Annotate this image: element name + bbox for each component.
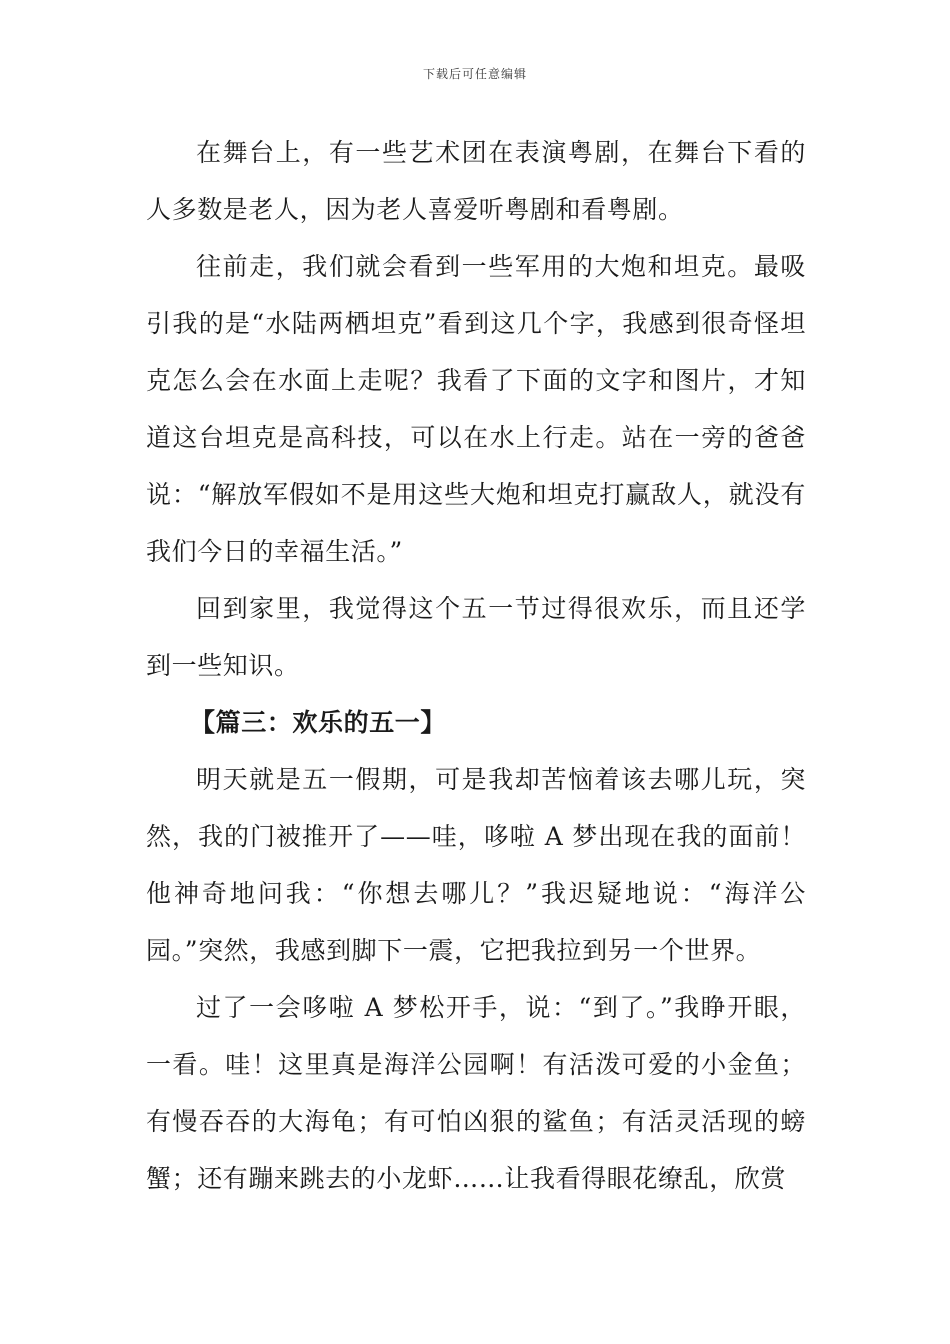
section-heading: 【篇三：欢乐的五一】 [190,708,447,737]
document-body [146,124,806,1207]
paragraph-tanks: 往前走，我们就会看到一些军用的大炮和坦克。最吸引我的是“水陆两栖坦克”看到这几个字，我感到很奇怪坦克怎么会在水面上走呢？我看了下面的文字和图片，才知道这台坦克是高科技，可以在水上行走。站在一旁的爸爸说：“解放军假如不是用这些大炮和坦克打赢敌人，就没有我们今日的幸福生活。” [146,252,806,566]
paragraph-doraemon: 明天就是五一假期，可是我却苦恼着该去哪儿玩，突然，我的门被推开了——哇，哆啦 A 梦出现在我的面前！他神奇地问我：“你想去哪儿？”我迟疑地说：“海洋公园。”突然，我感到脚下一震，它把我拉到另一个世界。 [146,765,806,965]
paragraph-ocean-park: 过了一会哆啦 A 梦松开手，说：“到了。”我睁开眼，一看。哇！这里真是海洋公园啊！有活泼可爱的小金鱼；有慢吞吞的大海龟；有可怕凶狠的鲨鱼；有活灵活现的螃蟹；还有蹦来跳去的小龙虾……让我看得眼花缭乱，欣赏 [146,993,806,1193]
paragraph-return-home: 回到家里，我觉得这个五一节过得很欢乐，而且还学到一些知识。 [146,594,806,680]
header-note: 下载后可任意编辑 [422,67,527,81]
paragraph-opera: 在舞台上，有一些艺术团在表演粤剧，在舞台下看的人多数是老人，因为老人喜爱听粤剧和看粤剧。 [146,138,806,224]
